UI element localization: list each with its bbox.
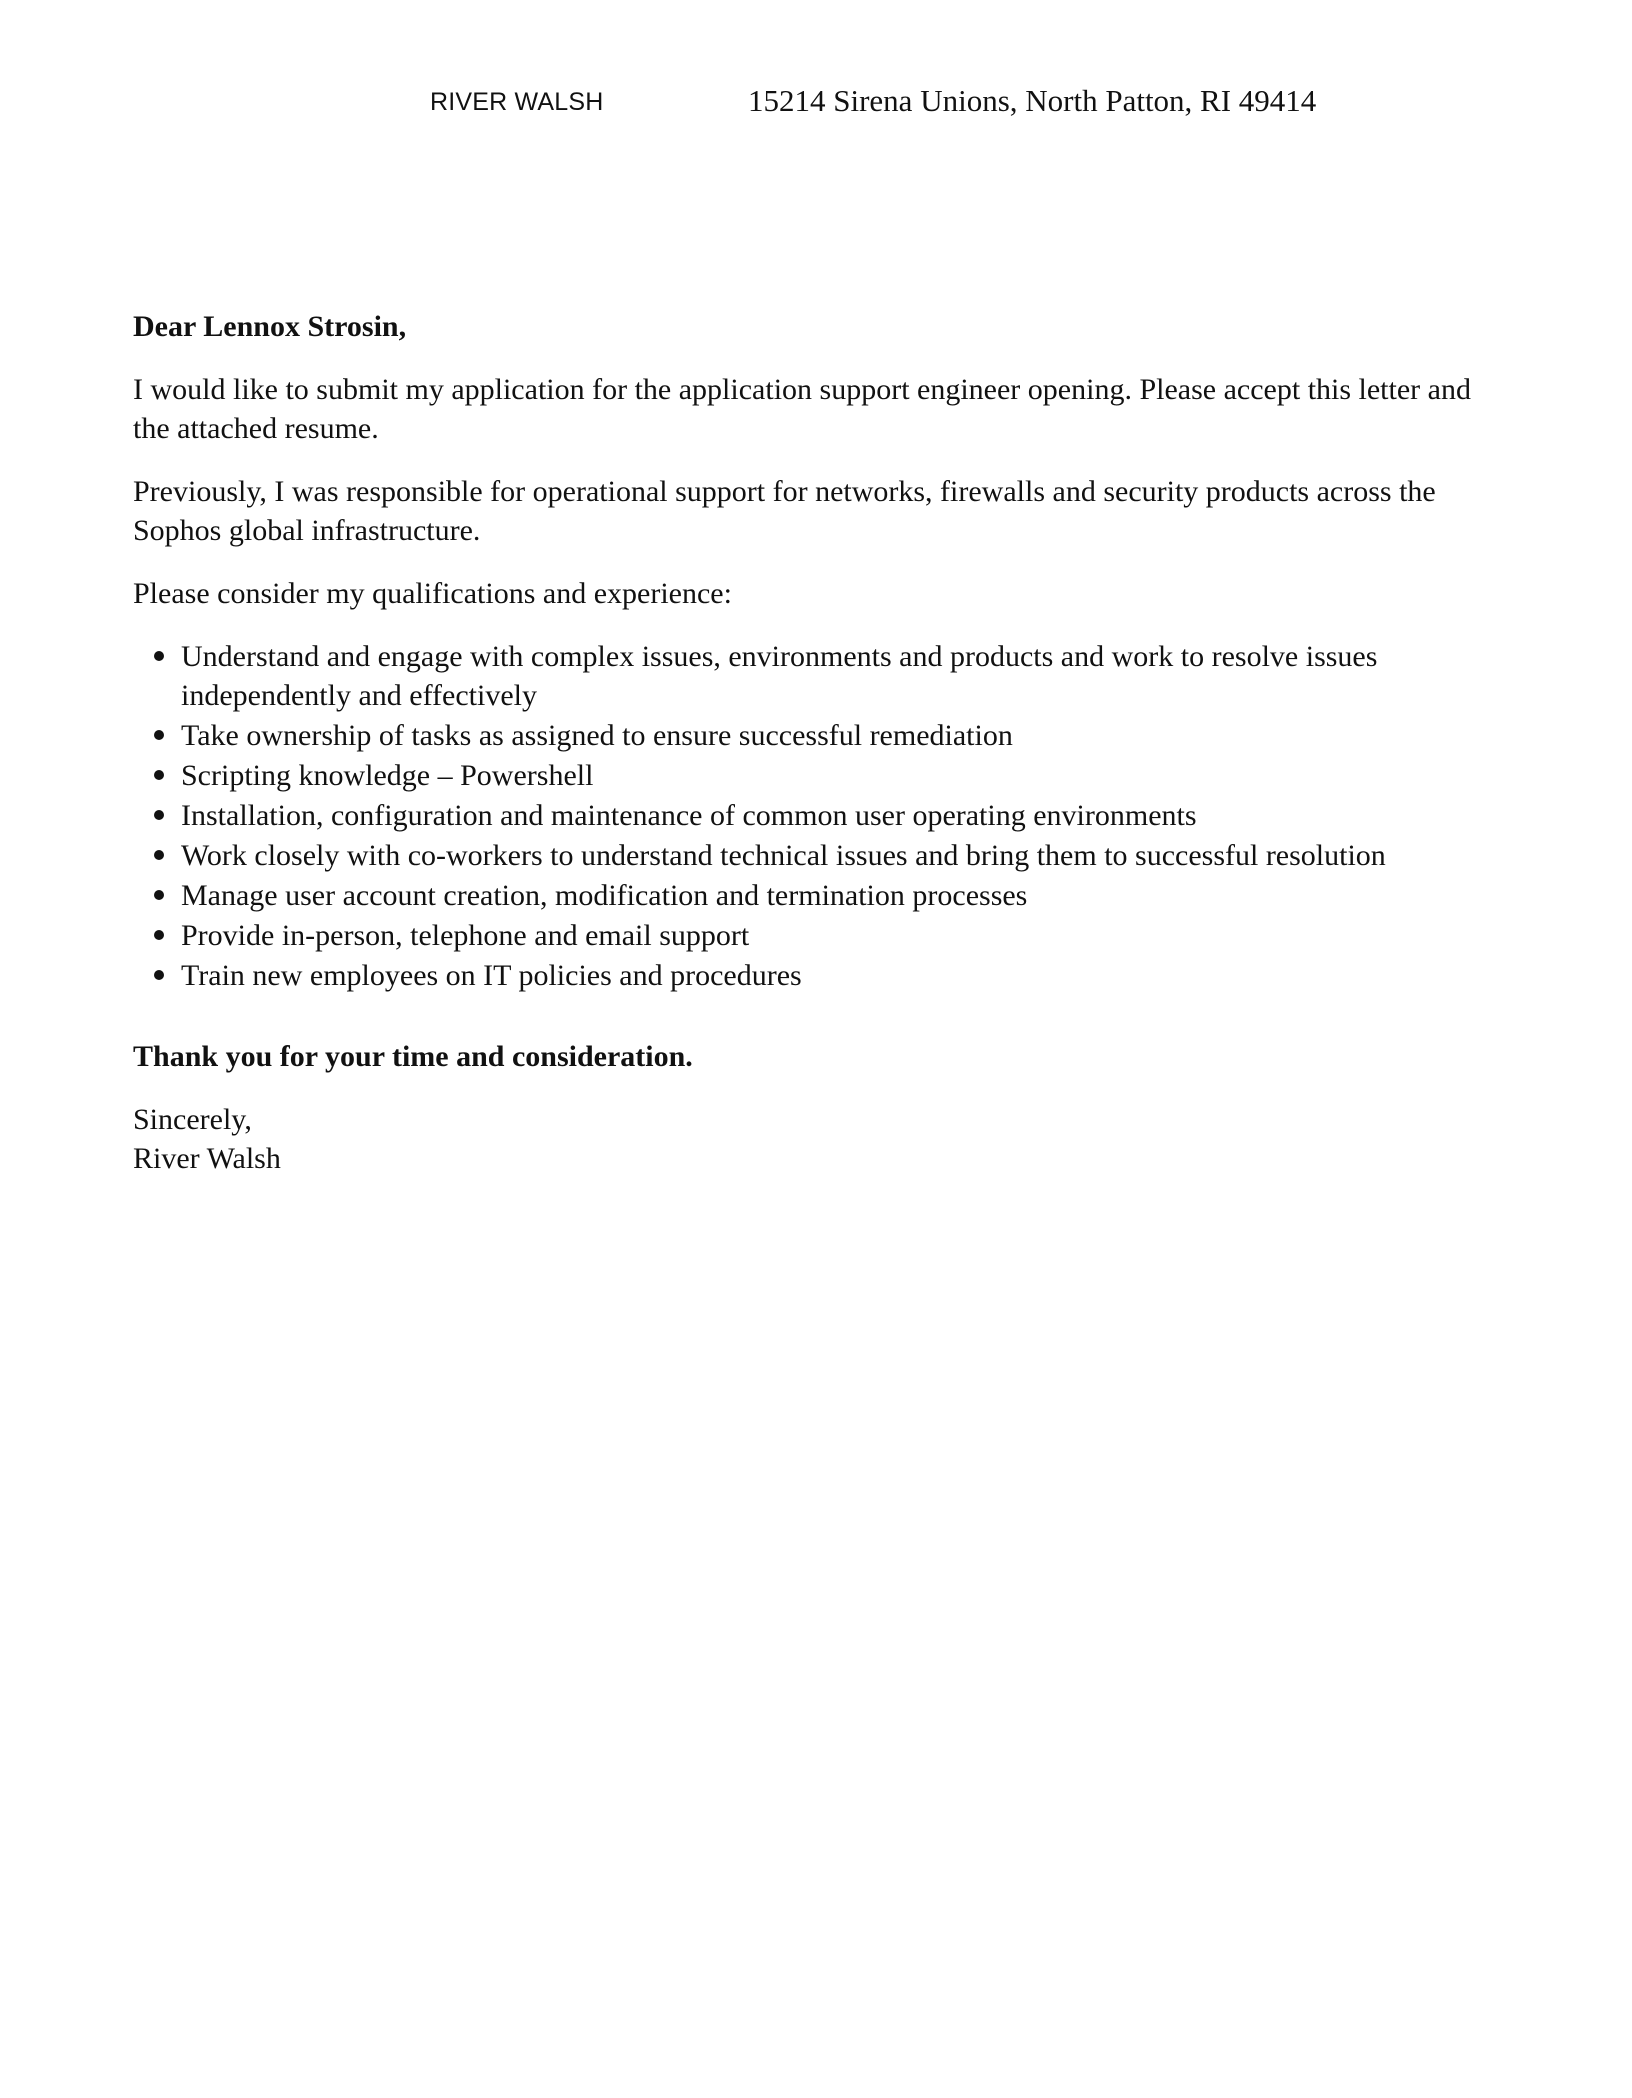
bullet-icon [154, 730, 164, 740]
list-item [181, 836, 1503, 875]
list-item [181, 796, 1503, 835]
list-item [181, 916, 1503, 955]
letter-header [0, 82, 1632, 122]
bullet-icon [154, 770, 164, 780]
signature-name: River Walsh [133, 1142, 281, 1175]
list-item-text: Installation, configuration and maintenance of common user operating environments [181, 799, 1197, 832]
list-item-text: Work closely with co-workers to understand technical issues and bring them to successful resolution [181, 839, 1386, 872]
bullet-icon [154, 810, 164, 820]
thanks-line: Thank you for your time and consideration. [133, 1040, 693, 1073]
qualifications-intro: Please consider my qualifications and experience: [133, 577, 732, 610]
list-item-text: Train new employees on IT policies and procedures [181, 959, 802, 992]
bullet-icon [154, 970, 164, 980]
list-item-text: Manage user account creation, modification and termination processes [181, 879, 1028, 912]
closing: Sincerely, [133, 1103, 252, 1136]
sender-address: 15214 Sirena Unions, North Patton, RI 49414 [748, 83, 1317, 118]
letter-body [133, 307, 1503, 1178]
list-item-text: Scripting knowledge – Powershell [181, 759, 594, 792]
list-item [181, 756, 1503, 795]
list-item [181, 637, 1503, 715]
experience-paragraph: Previously, I was responsible for operational support for networks, firewalls and security products across the Sophos global infrastructure. [133, 475, 1436, 547]
list-item-text: Understand and engage with complex issues, environments and products and work to resolve issues independently and effectively [181, 640, 1378, 712]
list-item [181, 956, 1503, 995]
list-item [181, 876, 1503, 915]
intro-paragraph: I would like to submit my application for the application support engineer opening. Please accept this letter and the attached resume. [133, 373, 1471, 445]
list-item [181, 716, 1503, 755]
list-item-text: Provide in-person, telephone and email support [181, 919, 750, 952]
salutation: Dear Lennox Strosin, [133, 310, 407, 343]
list-item-text: Take ownership of tasks as assigned to ensure successful remediation [181, 719, 1013, 752]
qualifications-list [133, 637, 1503, 995]
bullet-icon [154, 890, 164, 900]
bullet-icon [154, 850, 164, 860]
sender-name: RIVER WALSH [430, 88, 604, 116]
bullet-icon [154, 651, 164, 661]
bullet-icon [154, 930, 164, 940]
